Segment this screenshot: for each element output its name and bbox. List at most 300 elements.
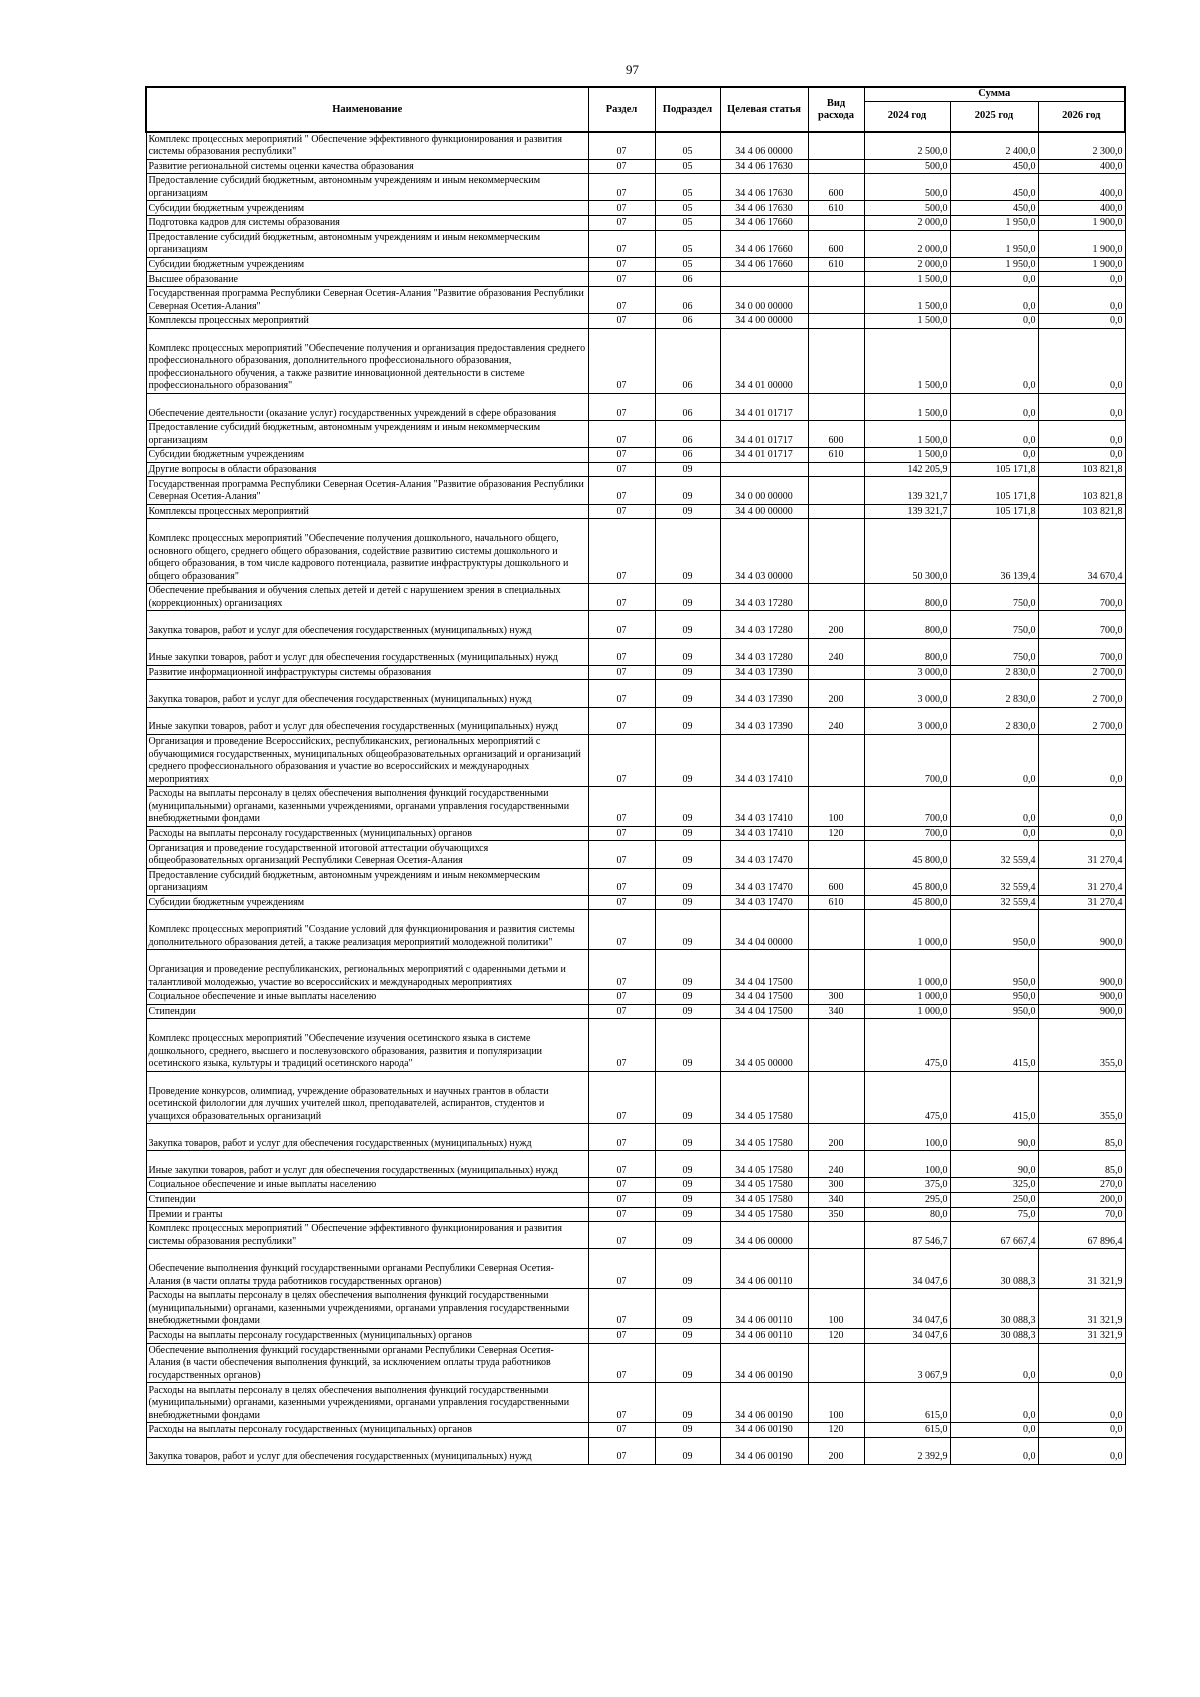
row-name: Субсидии бюджетным учреждениям xyxy=(146,257,588,272)
row-target: 34 4 06 00110 xyxy=(720,1249,808,1289)
table-row xyxy=(146,1151,1125,1178)
row-2024: 50 300,0 xyxy=(864,519,950,584)
row-section: 07 xyxy=(588,734,655,786)
row-section: 07 xyxy=(588,1289,655,1329)
row-kind: 610 xyxy=(808,895,864,910)
row-2026: 900,0 xyxy=(1038,910,1125,950)
row-subsection: 06 xyxy=(655,272,720,287)
row-2026: 900,0 xyxy=(1038,990,1125,1005)
row-2024: 100,0 xyxy=(864,1124,950,1151)
header-2024: 2024 год xyxy=(864,101,950,132)
row-2025: 90,0 xyxy=(950,1124,1038,1151)
row-subsection: 09 xyxy=(655,1192,720,1207)
row-kind: 600 xyxy=(808,421,864,448)
row-section: 07 xyxy=(588,910,655,950)
row-section: 07 xyxy=(588,504,655,519)
table-row xyxy=(146,132,1125,159)
row-section: 07 xyxy=(588,638,655,665)
row-target: 34 4 03 17390 xyxy=(720,707,808,734)
table-row xyxy=(146,272,1125,287)
row-target: 34 4 03 17470 xyxy=(720,868,808,895)
table-row xyxy=(146,1343,1125,1383)
row-2025: 0,0 xyxy=(950,826,1038,841)
row-name: Организация и проведение Всероссийских, республиканских, региональных мероприятий с обучающимися государственных, муниципальных общеобразовательных организаций и организаций среднего профессионального образования и участие во всероссийских и международных мероприятиях xyxy=(146,734,588,786)
table-row xyxy=(146,1437,1125,1464)
row-kind: 300 xyxy=(808,990,864,1005)
row-name: Премии и гранты xyxy=(146,1207,588,1222)
row-name: Предоставление субсидий бюджетным, автономным учреждениям и иным некоммерческим организациям xyxy=(146,868,588,895)
row-section: 07 xyxy=(588,216,655,231)
row-target: 34 0 00 00000 xyxy=(720,287,808,314)
row-kind xyxy=(808,132,864,159)
row-target: 34 4 03 17410 xyxy=(720,826,808,841)
header-subsection: Подраздел xyxy=(655,87,720,132)
row-name: Комплекс процессных мероприятий "Обеспечение изучения осетинского языка в системе дошкольного, среднего, высшего и послевузовского образования, развития и популяризации осетинского языка, культуры и традиций осетинского народа" xyxy=(146,1019,588,1071)
row-section: 07 xyxy=(588,328,655,393)
row-2025: 32 559,4 xyxy=(950,841,1038,868)
row-subsection: 06 xyxy=(655,328,720,393)
row-section: 07 xyxy=(588,1019,655,1071)
row-2026: 85,0 xyxy=(1038,1151,1125,1178)
row-subsection: 09 xyxy=(655,1249,720,1289)
row-2024: 2 392,9 xyxy=(864,1437,950,1464)
row-subsection: 09 xyxy=(655,680,720,707)
row-subsection: 09 xyxy=(655,477,720,504)
row-target: 34 4 05 17580 xyxy=(720,1207,808,1222)
row-section: 07 xyxy=(588,287,655,314)
row-subsection: 06 xyxy=(655,421,720,448)
row-section: 07 xyxy=(588,1071,655,1123)
row-2025: 1 950,0 xyxy=(950,216,1038,231)
row-subsection: 09 xyxy=(655,868,720,895)
row-target: 34 4 06 00190 xyxy=(720,1437,808,1464)
row-2024: 800,0 xyxy=(864,638,950,665)
table-row xyxy=(146,895,1125,910)
row-2026: 0,0 xyxy=(1038,734,1125,786)
row-kind xyxy=(808,950,864,990)
row-kind xyxy=(808,393,864,420)
row-2024: 142 205,9 xyxy=(864,462,950,477)
row-2026: 31 321,9 xyxy=(1038,1249,1125,1289)
table-row xyxy=(146,314,1125,329)
row-name: Обеспечение пребывания и обучения слепых детей и детей с нарушением зрения в специальных (коррекционных) организациях xyxy=(146,584,588,611)
row-section: 07 xyxy=(588,448,655,463)
row-subsection: 05 xyxy=(655,174,720,201)
row-section: 07 xyxy=(588,1178,655,1193)
row-2026: 85,0 xyxy=(1038,1124,1125,1151)
row-2024: 700,0 xyxy=(864,787,950,827)
row-2026: 400,0 xyxy=(1038,174,1125,201)
row-kind xyxy=(808,287,864,314)
row-kind xyxy=(808,504,864,519)
row-kind xyxy=(808,328,864,393)
row-section: 07 xyxy=(588,1222,655,1249)
row-2024: 2 500,0 xyxy=(864,132,950,159)
table-row xyxy=(146,421,1125,448)
row-subsection: 09 xyxy=(655,841,720,868)
table-row xyxy=(146,611,1125,638)
row-2026: 400,0 xyxy=(1038,201,1125,216)
row-2025: 325,0 xyxy=(950,1178,1038,1193)
table-body xyxy=(146,132,1125,1464)
row-name: Закупка товаров, работ и услуг для обеспечения государственных (муниципальных) нужд xyxy=(146,611,588,638)
row-kind xyxy=(808,1071,864,1123)
table-row xyxy=(146,1004,1125,1019)
table-row xyxy=(146,680,1125,707)
row-2025: 1 950,0 xyxy=(950,257,1038,272)
row-name: Расходы на выплаты персоналу государственных (муниципальных) органов xyxy=(146,1423,588,1438)
row-kind xyxy=(808,841,864,868)
row-subsection: 05 xyxy=(655,230,720,257)
row-kind: 100 xyxy=(808,1383,864,1423)
row-2024: 1 500,0 xyxy=(864,393,950,420)
row-2026: 0,0 xyxy=(1038,393,1125,420)
row-2025: 105 171,8 xyxy=(950,504,1038,519)
row-kind: 240 xyxy=(808,638,864,665)
row-name: Предоставление субсидий бюджетным, автономным учреждениям и иным некоммерческим организациям xyxy=(146,230,588,257)
row-name: Социальное обеспечение и иные выплаты населению xyxy=(146,990,588,1005)
row-name: Обеспечение выполнения функций государственными органами Республики Северная Осетия-Алания (в части оплаты труда работников государственных органов) xyxy=(146,1249,588,1289)
row-2024: 139 321,7 xyxy=(864,477,950,504)
row-2024: 1 500,0 xyxy=(864,448,950,463)
row-2024: 87 546,7 xyxy=(864,1222,950,1249)
table-row xyxy=(146,519,1125,584)
row-subsection: 05 xyxy=(655,201,720,216)
row-kind: 600 xyxy=(808,230,864,257)
table-row xyxy=(146,826,1125,841)
page-number: 97 xyxy=(626,62,639,77)
table-row xyxy=(146,841,1125,868)
row-2024: 1 500,0 xyxy=(864,314,950,329)
table-row xyxy=(146,990,1125,1005)
row-2025: 0,0 xyxy=(950,787,1038,827)
row-section: 07 xyxy=(588,393,655,420)
row-2026: 31 321,9 xyxy=(1038,1289,1125,1329)
table-row xyxy=(146,328,1125,393)
row-2026: 355,0 xyxy=(1038,1019,1125,1071)
row-kind xyxy=(808,1019,864,1071)
table-row xyxy=(146,1423,1125,1438)
row-kind: 340 xyxy=(808,1004,864,1019)
header-section: Раздел xyxy=(588,87,655,132)
row-2025: 0,0 xyxy=(950,448,1038,463)
row-2025: 105 171,8 xyxy=(950,462,1038,477)
row-2025: 67 667,4 xyxy=(950,1222,1038,1249)
row-target xyxy=(720,462,808,477)
row-name: Комплекс процессных мероприятий "Обеспечение получения и организация предоставления среднего профессионального образования, дополнительного профессионального образования, профессионального обучения, а также развитие инновационной деятельности в системе профессионального образования" xyxy=(146,328,588,393)
row-2024: 100,0 xyxy=(864,1151,950,1178)
row-section: 07 xyxy=(588,841,655,868)
row-2024: 475,0 xyxy=(864,1019,950,1071)
table-row xyxy=(146,707,1125,734)
header-target: Целевая статья xyxy=(720,87,808,132)
row-2026: 31 321,9 xyxy=(1038,1328,1125,1343)
row-section: 07 xyxy=(588,132,655,159)
table-row xyxy=(146,504,1125,519)
table-row xyxy=(146,868,1125,895)
row-2025: 2 830,0 xyxy=(950,665,1038,680)
row-subsection: 09 xyxy=(655,638,720,665)
row-section: 07 xyxy=(588,1343,655,1383)
row-subsection: 06 xyxy=(655,448,720,463)
row-kind: 100 xyxy=(808,1289,864,1329)
row-2025: 30 088,3 xyxy=(950,1249,1038,1289)
row-target: 34 4 06 00190 xyxy=(720,1343,808,1383)
row-section: 07 xyxy=(588,159,655,174)
row-2026: 0,0 xyxy=(1038,1437,1125,1464)
row-subsection: 09 xyxy=(655,895,720,910)
row-2026: 270,0 xyxy=(1038,1178,1125,1193)
row-kind: 600 xyxy=(808,174,864,201)
row-kind: 200 xyxy=(808,680,864,707)
row-2024: 3 000,0 xyxy=(864,665,950,680)
table-row xyxy=(146,287,1125,314)
row-target: 34 4 03 17280 xyxy=(720,584,808,611)
row-2025: 415,0 xyxy=(950,1019,1038,1071)
row-2025: 750,0 xyxy=(950,611,1038,638)
row-2025: 950,0 xyxy=(950,990,1038,1005)
row-name: Высшее образование xyxy=(146,272,588,287)
row-2024: 80,0 xyxy=(864,1207,950,1222)
row-section: 07 xyxy=(588,707,655,734)
row-name: Социальное обеспечение и иные выплаты населению xyxy=(146,1178,588,1193)
row-target: 34 4 00 00000 xyxy=(720,504,808,519)
row-target: 34 4 01 01717 xyxy=(720,393,808,420)
row-2026: 200,0 xyxy=(1038,1192,1125,1207)
row-target: 34 4 01 01717 xyxy=(720,448,808,463)
row-target: 34 4 06 17660 xyxy=(720,257,808,272)
row-name: Комплекс процессных мероприятий "Обеспечение получения дошкольного, начального общего, основного общего, среднего общего образования, содействие развитию системы дошкольного и общего образования, в том числе кадрового потенциала, развитие инфраструктуры дошкольного и общего образования" xyxy=(146,519,588,584)
row-subsection: 09 xyxy=(655,1289,720,1329)
row-section: 07 xyxy=(588,868,655,895)
row-2025: 90,0 xyxy=(950,1151,1038,1178)
row-subsection: 09 xyxy=(655,1222,720,1249)
table-row xyxy=(146,787,1125,827)
row-2025: 105 171,8 xyxy=(950,477,1038,504)
row-section: 07 xyxy=(588,826,655,841)
row-subsection: 09 xyxy=(655,611,720,638)
row-name: Организация и проведение государственной итоговой аттестации обучающихся общеобразовательных организаций Республики Северная Осетия-Алания xyxy=(146,841,588,868)
row-subsection: 09 xyxy=(655,950,720,990)
header-name: Наименование xyxy=(146,87,588,132)
row-target: 34 4 03 17470 xyxy=(720,895,808,910)
row-subsection: 05 xyxy=(655,216,720,231)
row-target: 34 4 00 00000 xyxy=(720,314,808,329)
row-target: 34 4 06 17630 xyxy=(720,174,808,201)
row-section: 07 xyxy=(588,477,655,504)
row-target: 34 4 03 17470 xyxy=(720,841,808,868)
row-2024: 3 067,9 xyxy=(864,1343,950,1383)
row-section: 07 xyxy=(588,1207,655,1222)
row-kind xyxy=(808,734,864,786)
row-kind: 120 xyxy=(808,1423,864,1438)
row-2026: 0,0 xyxy=(1038,287,1125,314)
row-target: 34 4 03 17280 xyxy=(720,611,808,638)
row-section: 07 xyxy=(588,519,655,584)
table-row xyxy=(146,1178,1125,1193)
row-2024: 1 000,0 xyxy=(864,910,950,950)
row-kind xyxy=(808,1249,864,1289)
table-row xyxy=(146,159,1125,174)
row-section: 07 xyxy=(588,1192,655,1207)
row-2025: 250,0 xyxy=(950,1192,1038,1207)
row-name: Комплекс процессных мероприятий " Обеспечение эффективного функционирования и развития системы образования республики" xyxy=(146,132,588,159)
row-section: 07 xyxy=(588,1004,655,1019)
row-kind xyxy=(808,159,864,174)
row-2025: 2 830,0 xyxy=(950,680,1038,707)
row-2025: 415,0 xyxy=(950,1071,1038,1123)
row-kind: 200 xyxy=(808,1124,864,1151)
row-subsection: 09 xyxy=(655,787,720,827)
row-target xyxy=(720,272,808,287)
row-2026: 0,0 xyxy=(1038,448,1125,463)
table-row xyxy=(146,174,1125,201)
row-kind xyxy=(808,910,864,950)
row-name: Комплекс процессных мероприятий "Создание условий для функционирования и развития системы дополнительного образования детей, а также реализация мероприятий молодежной политики" xyxy=(146,910,588,950)
row-name: Комплексы процессных мероприятий xyxy=(146,314,588,329)
row-2024: 500,0 xyxy=(864,201,950,216)
row-2026: 67 896,4 xyxy=(1038,1222,1125,1249)
row-2024: 1 000,0 xyxy=(864,950,950,990)
row-subsection: 06 xyxy=(655,314,720,329)
row-2026: 1 900,0 xyxy=(1038,257,1125,272)
row-name: Закупка товаров, работ и услуг для обеспечения государственных (муниципальных) нужд xyxy=(146,1437,588,1464)
row-section: 07 xyxy=(588,950,655,990)
row-kind xyxy=(808,519,864,584)
row-name: Расходы на выплаты персоналу в целях обеспечения выполнения функций государственными (муниципальными) органами, казенными учреждениями, органами управления государственными внебюджетными фондами xyxy=(146,1289,588,1329)
row-subsection: 09 xyxy=(655,1383,720,1423)
table-row xyxy=(146,1124,1125,1151)
table-row xyxy=(146,201,1125,216)
table-row xyxy=(146,950,1125,990)
row-subsection: 05 xyxy=(655,257,720,272)
row-subsection: 09 xyxy=(655,1343,720,1383)
row-2026: 31 270,4 xyxy=(1038,895,1125,910)
row-section: 07 xyxy=(588,1423,655,1438)
row-target: 34 4 06 17660 xyxy=(720,230,808,257)
row-section: 07 xyxy=(588,421,655,448)
row-2026: 0,0 xyxy=(1038,328,1125,393)
row-2025: 450,0 xyxy=(950,174,1038,201)
row-2024: 700,0 xyxy=(864,826,950,841)
row-2026: 900,0 xyxy=(1038,950,1125,990)
row-2025: 0,0 xyxy=(950,314,1038,329)
row-2024: 1 000,0 xyxy=(864,990,950,1005)
row-target: 34 4 04 17500 xyxy=(720,990,808,1005)
row-target: 34 4 05 17580 xyxy=(720,1124,808,1151)
table-row xyxy=(146,1207,1125,1222)
table-row xyxy=(146,1019,1125,1071)
budget-table xyxy=(145,86,1126,1465)
row-subsection: 09 xyxy=(655,707,720,734)
row-target: 34 4 06 00000 xyxy=(720,1222,808,1249)
row-2026: 0,0 xyxy=(1038,314,1125,329)
row-name: Стипендии xyxy=(146,1004,588,1019)
row-subsection: 09 xyxy=(655,990,720,1005)
row-section: 07 xyxy=(588,201,655,216)
row-2026: 0,0 xyxy=(1038,1423,1125,1438)
table-row xyxy=(146,665,1125,680)
row-name: Организация и проведение республиканских, региональных мероприятий с одаренными детьми и талантливой молодежью, участие во всероссийских и международных мероприятиях xyxy=(146,950,588,990)
row-2025: 450,0 xyxy=(950,201,1038,216)
table-row xyxy=(146,257,1125,272)
row-kind xyxy=(808,1222,864,1249)
row-2024: 3 000,0 xyxy=(864,680,950,707)
table-row xyxy=(146,448,1125,463)
row-kind xyxy=(808,216,864,231)
row-section: 07 xyxy=(588,584,655,611)
row-2026: 0,0 xyxy=(1038,1343,1125,1383)
row-target: 34 4 06 00000 xyxy=(720,132,808,159)
row-name: Расходы на выплаты персоналу государственных (муниципальных) органов xyxy=(146,826,588,841)
row-kind: 200 xyxy=(808,1437,864,1464)
row-2025: 0,0 xyxy=(950,328,1038,393)
row-2024: 1 500,0 xyxy=(864,287,950,314)
row-2024: 500,0 xyxy=(864,159,950,174)
row-2026: 0,0 xyxy=(1038,1383,1125,1423)
table-row xyxy=(146,1222,1125,1249)
row-2024: 1 500,0 xyxy=(864,272,950,287)
row-section: 07 xyxy=(588,990,655,1005)
row-2024: 800,0 xyxy=(864,584,950,611)
row-kind: 300 xyxy=(808,1178,864,1193)
row-name: Закупка товаров, работ и услуг для обеспечения государственных (муниципальных) нужд xyxy=(146,1124,588,1151)
row-2024: 45 800,0 xyxy=(864,841,950,868)
row-name: Другие вопросы в области образования xyxy=(146,462,588,477)
row-target: 34 4 03 17280 xyxy=(720,638,808,665)
row-section: 07 xyxy=(588,680,655,707)
row-kind: 200 xyxy=(808,611,864,638)
table-row xyxy=(146,216,1125,231)
row-target: 34 4 04 17500 xyxy=(720,1004,808,1019)
row-target: 34 4 06 00190 xyxy=(720,1383,808,1423)
row-2025: 2 400,0 xyxy=(950,132,1038,159)
row-subsection: 09 xyxy=(655,584,720,611)
table-header xyxy=(146,87,1125,132)
row-2026: 0,0 xyxy=(1038,826,1125,841)
row-section: 07 xyxy=(588,314,655,329)
row-2024: 3 000,0 xyxy=(864,707,950,734)
row-2026: 400,0 xyxy=(1038,159,1125,174)
row-subsection: 09 xyxy=(655,1019,720,1071)
row-kind: 120 xyxy=(808,1328,864,1343)
row-2026: 70,0 xyxy=(1038,1207,1125,1222)
row-section: 07 xyxy=(588,174,655,201)
row-target: 34 0 00 00000 xyxy=(720,477,808,504)
row-subsection: 06 xyxy=(655,287,720,314)
row-2024: 34 047,6 xyxy=(864,1249,950,1289)
row-name: Подготовка кадров для системы образования xyxy=(146,216,588,231)
row-2025: 750,0 xyxy=(950,584,1038,611)
row-2026: 34 670,4 xyxy=(1038,519,1125,584)
row-section: 07 xyxy=(588,1383,655,1423)
row-2026: 103 821,8 xyxy=(1038,504,1125,519)
row-name: Развитие региональной системы оценки качества образования xyxy=(146,159,588,174)
row-kind xyxy=(808,584,864,611)
row-target: 34 4 03 17390 xyxy=(720,665,808,680)
row-2025: 0,0 xyxy=(950,272,1038,287)
row-target: 34 4 03 00000 xyxy=(720,519,808,584)
row-2025: 2 830,0 xyxy=(950,707,1038,734)
table-row xyxy=(146,1383,1125,1423)
row-2025: 0,0 xyxy=(950,421,1038,448)
row-name: Проведение конкурсов, олимпиад, учреждение образовательных и научных грантов в области осетинской филологии для лучших учителей школ, преподавателей, аспирантов, студентов и учащихся образовательных организаций xyxy=(146,1071,588,1123)
row-2024: 500,0 xyxy=(864,174,950,201)
table-row xyxy=(146,1071,1125,1123)
row-2026: 900,0 xyxy=(1038,1004,1125,1019)
row-2025: 36 139,4 xyxy=(950,519,1038,584)
row-2025: 950,0 xyxy=(950,910,1038,950)
